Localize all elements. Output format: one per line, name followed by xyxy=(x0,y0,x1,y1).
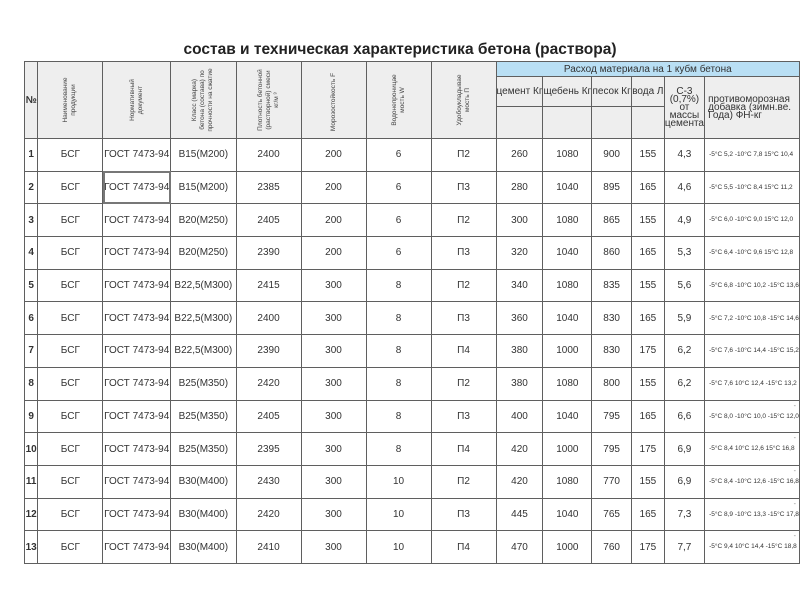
frost-value: 300 xyxy=(301,269,366,302)
margin-mark: - xyxy=(793,500,796,508)
gravel-value: 1080 xyxy=(543,204,592,237)
density-value: 2430 xyxy=(236,465,301,498)
product-name: БСГ xyxy=(38,498,103,531)
water-resistance-value: 8 xyxy=(366,335,431,368)
product-name: БСГ xyxy=(38,139,103,172)
strength-class: В20(М250) xyxy=(171,237,236,270)
normative-doc: ГОСТ 7473-94 xyxy=(103,139,171,172)
normative-doc: ГОСТ 7473-94 xyxy=(103,171,171,204)
cement-value: 420 xyxy=(496,465,543,498)
water-resistance-value: 8 xyxy=(366,433,431,466)
density-value: 2400 xyxy=(236,139,301,172)
workability-value: П2 xyxy=(431,269,496,302)
table-row xyxy=(25,367,800,400)
water-resistance-value: 6 xyxy=(366,204,431,237)
water-value: 155 xyxy=(632,139,665,172)
water-resistance-value: 10 xyxy=(366,465,431,498)
antifreeze-value: -5°С 7,6 -10°С 14,4 -15°С 15,2 xyxy=(705,335,800,368)
workability-value: П2 xyxy=(431,139,496,172)
workability-value: П3 xyxy=(431,498,496,531)
antifreeze-value: -5°С 5,5 -10°С 8,4 15°С 11,2 xyxy=(705,171,800,204)
strength-class: В25(М350) xyxy=(171,433,236,466)
header-product-name: Наименование продукции xyxy=(38,62,103,139)
row-number: 5 xyxy=(25,269,38,302)
row-number: 11 xyxy=(25,465,38,498)
header-frost-resistance: Морозостойкость F xyxy=(301,62,366,139)
cement-value: 280 xyxy=(496,171,543,204)
water-resistance-value: 6 xyxy=(366,139,431,172)
table-row xyxy=(25,335,800,368)
frost-value: 300 xyxy=(301,498,366,531)
strength-class: В30(М400) xyxy=(171,531,236,564)
water-value: 165 xyxy=(632,302,665,335)
sand-value: 795 xyxy=(592,400,632,433)
water-value: 175 xyxy=(632,433,665,466)
strength-class: В15(М200) xyxy=(171,171,236,204)
water-value: 175 xyxy=(632,335,665,368)
row-number: 12 xyxy=(25,498,38,531)
product-name: БСГ xyxy=(38,237,103,270)
cement-value: 300 xyxy=(496,204,543,237)
normative-doc: ГОСТ 7473-94 xyxy=(103,498,171,531)
product-name: БСГ xyxy=(38,269,103,302)
cement-value: 445 xyxy=(496,498,543,531)
density-value: 2420 xyxy=(236,498,301,531)
frost-value: 300 xyxy=(301,531,366,564)
c3-value: 6,2 xyxy=(664,335,704,368)
table-row xyxy=(25,302,800,335)
antifreeze-value: -5°С 6,4 -10°С 9,6 15°С 12,8 xyxy=(705,237,800,270)
water-value: 165 xyxy=(632,400,665,433)
sand-value: 900 xyxy=(592,139,632,172)
header-strength-class: Класс (марка) бетона (состава) по прочности на сжатие xyxy=(171,62,236,139)
workability-value: П3 xyxy=(431,237,496,270)
sand-value: 860 xyxy=(592,237,632,270)
row-number: 9 xyxy=(25,400,38,433)
water-resistance-value: 8 xyxy=(366,302,431,335)
cement-value: 340 xyxy=(496,269,543,302)
density-value: 2390 xyxy=(236,237,301,270)
density-value: 2415 xyxy=(236,269,301,302)
table-row xyxy=(25,465,800,498)
strength-class: В25(М350) xyxy=(171,400,236,433)
row-number: 2 xyxy=(25,171,38,204)
concrete-spec-table xyxy=(24,61,800,564)
c3-value: 6,2 xyxy=(664,367,704,400)
margin-mark: - xyxy=(793,467,796,475)
document-title: состав и техническая характеристика бетона (раствора) xyxy=(183,41,617,58)
water-resistance-value: 10 xyxy=(366,498,431,531)
row-number: 13 xyxy=(25,531,38,564)
water-resistance-value: 6 xyxy=(366,237,431,270)
density-value: 2385 xyxy=(236,171,301,204)
water-resistance-value: 8 xyxy=(366,367,431,400)
table-row xyxy=(25,433,800,466)
table-row xyxy=(25,400,800,433)
row-number: 10 xyxy=(25,433,38,466)
sand-value: 865 xyxy=(592,204,632,237)
gravel-value: 1080 xyxy=(543,139,592,172)
table-row xyxy=(25,237,800,270)
water-value: 165 xyxy=(632,498,665,531)
c3-value: 5,9 xyxy=(664,302,704,335)
row-number: 4 xyxy=(25,237,38,270)
product-name: БСГ xyxy=(38,400,103,433)
normative-doc: ГОСТ 7473-94 xyxy=(103,531,171,564)
margin-mark: - xyxy=(793,435,796,443)
margin-mark: - xyxy=(793,402,796,410)
workability-value: П4 xyxy=(431,531,496,564)
c3-value: 5,3 xyxy=(664,237,704,270)
density-value: 2420 xyxy=(236,367,301,400)
frost-value: 300 xyxy=(301,335,366,368)
gravel-value: 1040 xyxy=(543,400,592,433)
gravel-value: 1000 xyxy=(543,531,592,564)
antifreeze-value: -5°С 7,6 10°С 12,4 -15°С 13,2 xyxy=(705,367,800,400)
frost-value: 300 xyxy=(301,465,366,498)
workability-value: П2 xyxy=(431,465,496,498)
header-density: Плотность бетонной (растворной) смеси кг/м ³ xyxy=(236,62,301,139)
sand-value: 830 xyxy=(592,335,632,368)
header-number: № xyxy=(25,62,38,139)
antifreeze-value: -5°С 9,4 10°С 14,4 -15°С 18,8 - xyxy=(705,531,800,564)
product-name: БСГ xyxy=(38,465,103,498)
table-row xyxy=(25,269,800,302)
gravel-value: 1000 xyxy=(543,335,592,368)
workability-value: П3 xyxy=(431,302,496,335)
water-resistance-value: 8 xyxy=(366,269,431,302)
c3-value: 5,6 xyxy=(664,269,704,302)
strength-class: В15(М200) xyxy=(171,139,236,172)
sand-value: 795 xyxy=(592,433,632,466)
density-value: 2405 xyxy=(236,400,301,433)
workability-value: П4 xyxy=(431,335,496,368)
c3-value: 7,3 xyxy=(664,498,704,531)
sand-value: 800 xyxy=(592,367,632,400)
row-number: 1 xyxy=(25,139,38,172)
frost-value: 200 xyxy=(301,139,366,172)
frost-value: 200 xyxy=(301,237,366,270)
product-name: БСГ xyxy=(38,531,103,564)
sand-value: 760 xyxy=(592,531,632,564)
header-sand: песок Кг xyxy=(592,77,632,107)
sand-value: 835 xyxy=(592,269,632,302)
frost-value: 300 xyxy=(301,302,366,335)
cement-value: 400 xyxy=(496,400,543,433)
cement-value: 470 xyxy=(496,531,543,564)
header-water-resistance: Водонепроницае мость W xyxy=(366,62,431,139)
cement-value: 380 xyxy=(496,367,543,400)
c3-value: 4,9 xyxy=(664,204,704,237)
density-value: 2410 xyxy=(236,531,301,564)
frost-value: 300 xyxy=(301,400,366,433)
row-number: 7 xyxy=(25,335,38,368)
frost-value: 200 xyxy=(301,204,366,237)
antifreeze-value: -5°С 7,2 -10°С 10,8 -15°С 14,6 xyxy=(705,302,800,335)
normative-doc: ГОСТ 7473-94 xyxy=(103,204,171,237)
gravel-value: 1000 xyxy=(543,433,592,466)
c3-value: 6,6 xyxy=(664,400,704,433)
density-value: 2395 xyxy=(236,433,301,466)
table-row xyxy=(25,204,800,237)
gravel-value: 1080 xyxy=(543,367,592,400)
normative-doc: ГОСТ 7473-94 xyxy=(103,465,171,498)
table-row xyxy=(25,531,800,564)
sand-value: 765 xyxy=(592,498,632,531)
workability-value: П4 xyxy=(431,433,496,466)
gravel-value: 1040 xyxy=(543,302,592,335)
water-value: 155 xyxy=(632,204,665,237)
strength-class: В20(М250) xyxy=(171,204,236,237)
product-name: БСГ xyxy=(38,335,103,368)
table-row xyxy=(25,139,800,172)
antifreeze-value: -5°С 8,4 -10°С 12,6 -15°С 16,8 - xyxy=(705,465,800,498)
water-value: 155 xyxy=(632,269,665,302)
antifreeze-value: -5°С 8,4 10°С 12,6 15°С 16,8 - xyxy=(705,433,800,466)
sand-value: 895 xyxy=(592,171,632,204)
strength-class: В22,5(М300) xyxy=(171,269,236,302)
gravel-value: 1040 xyxy=(543,498,592,531)
workability-value: П3 xyxy=(431,400,496,433)
cement-value: 380 xyxy=(496,335,543,368)
row-number: 3 xyxy=(25,204,38,237)
strength-class: В30(М400) xyxy=(171,465,236,498)
header-gravel: щебень Кг xyxy=(543,77,592,107)
workability-value: П2 xyxy=(431,204,496,237)
header-material-consumption: Расход материала на 1 кубм бетона xyxy=(496,62,799,77)
normative-doc: ГОСТ 7473-94 xyxy=(103,433,171,466)
table-row xyxy=(25,171,800,204)
workability-value: П2 xyxy=(431,367,496,400)
water-value: 165 xyxy=(632,171,665,204)
product-name: БСГ xyxy=(38,204,103,237)
normative-doc: ГОСТ 7473-94 xyxy=(103,335,171,368)
header-normative-doc: Нормативный документ xyxy=(103,62,171,139)
cement-value: 260 xyxy=(496,139,543,172)
antifreeze-value: -5°С 6,0 -10°С 9,0 15°С 12,0 xyxy=(705,204,800,237)
header-cement: цемент Кг xyxy=(496,77,543,107)
water-resistance-value: 6 xyxy=(366,171,431,204)
c3-value: 4,6 xyxy=(664,171,704,204)
water-value: 165 xyxy=(632,237,665,270)
sand-value: 770 xyxy=(592,465,632,498)
normative-doc: ГОСТ 7473-94 xyxy=(103,269,171,302)
water-resistance-value: 10 xyxy=(366,531,431,564)
c3-value: 4,3 xyxy=(664,139,704,172)
antifreeze-value: -5°С 6,8 -10°С 10,2 -15°С 13,6 xyxy=(705,269,800,302)
cement-value: 420 xyxy=(496,433,543,466)
water-value: 175 xyxy=(632,531,665,564)
density-value: 2390 xyxy=(236,335,301,368)
normative-doc: ГОСТ 7473-94 xyxy=(103,367,171,400)
water-value: 155 xyxy=(632,465,665,498)
frost-value: 200 xyxy=(301,171,366,204)
frost-value: 300 xyxy=(301,433,366,466)
strength-class: В25(М350) xyxy=(171,367,236,400)
cement-value: 360 xyxy=(496,302,543,335)
gravel-value: 1080 xyxy=(543,465,592,498)
c3-value: 7,7 xyxy=(664,531,704,564)
workability-value: П3 xyxy=(431,171,496,204)
header-water: вода Л xyxy=(632,77,665,107)
antifreeze-value: -5°С 8,0 -10°С 10,0 -15°С 12,0 - xyxy=(705,400,800,433)
antifreeze-value: -5°С 5,2 -10°С 7,8 15°С 10,4 xyxy=(705,139,800,172)
normative-doc: ГОСТ 7473-94 xyxy=(103,237,171,270)
product-name: БСГ xyxy=(38,367,103,400)
antifreeze-value: -5°С 8,9 -10°С 13,3 -15°С 17,8 - xyxy=(705,498,800,531)
table-row xyxy=(25,498,800,531)
product-name: БСГ xyxy=(38,433,103,466)
row-number: 6 xyxy=(25,302,38,335)
product-name: БСГ xyxy=(38,302,103,335)
cement-value: 320 xyxy=(496,237,543,270)
normative-doc: ГОСТ 7473-94 xyxy=(103,302,171,335)
header-workability: Удобоукладывае мость П xyxy=(431,62,496,139)
normative-doc: ГОСТ 7473-94 xyxy=(103,400,171,433)
frost-value: 300 xyxy=(301,367,366,400)
strength-class: В22,5(М300) xyxy=(171,335,236,368)
strength-class: В30(М400) xyxy=(171,498,236,531)
water-value: 155 xyxy=(632,367,665,400)
header-c3-additive: С-3 (0,7%) от массы цемента xyxy=(664,77,704,139)
row-number: 8 xyxy=(25,367,38,400)
c3-value: 6,9 xyxy=(664,465,704,498)
gravel-value: 1040 xyxy=(543,237,592,270)
product-name: БСГ xyxy=(38,171,103,204)
margin-mark: - xyxy=(793,533,796,541)
gravel-value: 1040 xyxy=(543,171,592,204)
sand-value: 830 xyxy=(592,302,632,335)
c3-value: 6,9 xyxy=(664,433,704,466)
density-value: 2400 xyxy=(236,302,301,335)
strength-class: В22,5(М300) xyxy=(171,302,236,335)
density-value: 2405 xyxy=(236,204,301,237)
water-resistance-value: 8 xyxy=(366,400,431,433)
header-antifreeze-additive: противоморозная добавка (зимн.ве. Года) ФН-кг xyxy=(705,77,800,139)
gravel-value: 1080 xyxy=(543,269,592,302)
